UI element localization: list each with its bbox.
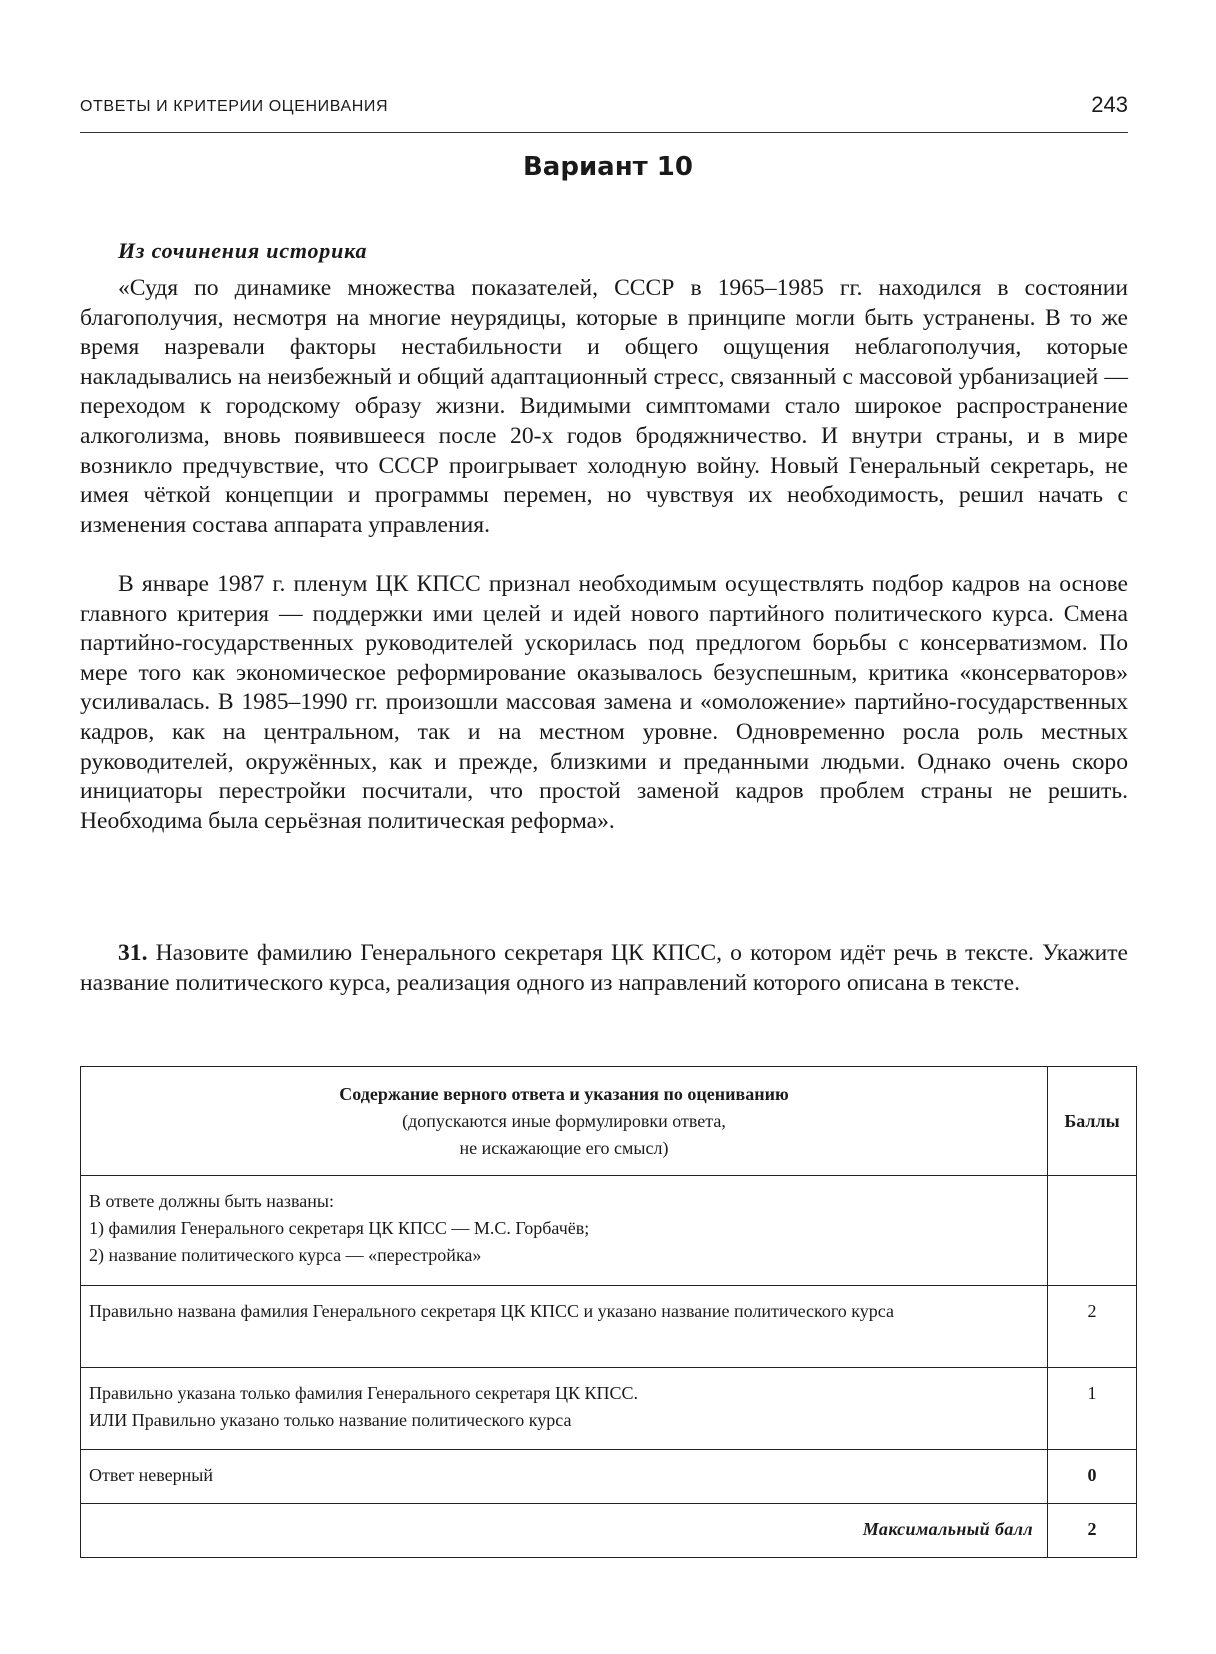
max-score-value: 2 <box>1048 1504 1137 1558</box>
table-row <box>81 1286 1137 1368</box>
criterion-text <box>81 1286 1048 1368</box>
header-sub-1: (допускаются иные формулировки ответа, <box>402 1111 726 1131</box>
table-row <box>81 1176 1137 1286</box>
criterion-text <box>81 1450 1048 1504</box>
criteria-table <box>80 1066 1137 1558</box>
question-number: 31. <box>118 940 148 966</box>
criterion-line: Ответ неверный <box>89 1465 213 1485</box>
criterion-line: Правильно названа фамилия Генерального секретаря ЦК КПСС и указано название политического курса <box>89 1301 894 1321</box>
answer-item-2: 2) название политического курса — «перестройка» <box>89 1245 482 1265</box>
excerpt-paragraph-1 <box>80 274 1128 540</box>
max-score-label: Максимальный балл <box>81 1504 1048 1558</box>
criterion-line: Правильно указана только фамилия Генерального секретаря ЦК КПСС. <box>89 1383 638 1403</box>
running-head-section: ОТВЕТЫ И КРИТЕРИИ ОЦЕНИВАНИЯ <box>80 98 389 115</box>
question-text: Назовите фамилию Генерального секретаря ЦК КПСС, о котором идёт речь в тексте. Укажите название политического курса, реализация одного из направлений которого описана в тексте. <box>80 940 1128 996</box>
table-row <box>81 1450 1137 1504</box>
paragraph-text: В январе 1987 г. пленум ЦК КПСС признал необходимым осуществлять подбор кадров на основе главного критерия — поддержки ими целей и идей нового партийного политического курса. Смена партийно-государственных руководителей ускорилась под предлогом борьбы с консерватизмом. По мере того как экономическое реформирование оказывалось безуспешным, критика «консерваторов» усиливалась. В 1985–1990 гг. произошли массовая замена и «омоложение» партийно-государственных кадров, как на центральном, так и на местном уровне. Одновременно росла роль местных руководителей, окружённых, как и прежде, близкими и преданными людьми. Однако очень скоро инициаторы перестройки посчитали, что простой заменой кадров проблем страны не решить. Необходима была серьёзная политическая реформа». <box>80 571 1128 834</box>
variant-title: Вариант 10 <box>522 152 693 182</box>
answer-content <box>81 1176 1048 1286</box>
answer-intro: В ответе должны быть названы: <box>89 1191 334 1211</box>
running-head <box>80 92 1128 133</box>
criterion-score: 0 <box>1048 1450 1137 1504</box>
page-number: 243 <box>1091 92 1128 117</box>
table-row <box>81 1368 1137 1450</box>
source-heading: Из сочинения историка <box>118 238 368 263</box>
criterion-line-alt: ИЛИ Правильно указано только название политического курса <box>89 1410 572 1430</box>
question-31 <box>80 939 1128 998</box>
criterion-score: 2 <box>1048 1286 1137 1368</box>
criterion-text <box>81 1368 1048 1450</box>
header-main: Содержание верного ответа и указания по оцениванию <box>339 1084 789 1104</box>
answer-score-empty <box>1048 1176 1137 1286</box>
excerpt-paragraph-2 <box>80 570 1128 836</box>
table-row-max <box>81 1504 1137 1558</box>
criterion-score: 1 <box>1048 1368 1137 1450</box>
answer-item-1: 1) фамилия Генерального секретаря ЦК КПСС — М.С. Горбачёв; <box>89 1218 590 1238</box>
table-header-content <box>81 1067 1048 1176</box>
table-header-row <box>81 1067 1137 1176</box>
table-header-score: Баллы <box>1048 1067 1137 1176</box>
header-sub-2: не искажающие его смысл) <box>459 1138 669 1158</box>
paragraph-text: «Судя по динамике множества показателей, СССР в 1965–1985 гг. находился в состоянии благополучия, несмотря на многие неурядицы, которые в принципе могли быть устранены. В то же время назревали факторы нестабильности и общего ощущения неблагополучия, которые накладывались на неизбежный и общий адаптационный стресс, связанный с массовой урбанизацией — переходом к городскому образу жизни. Видимыми симптомами стало широкое распространение алкоголизма, вновь появившееся после 20-х годов бродяжничество. И внутри страны, и в мире возникло предчувствие, что СССР проигрывает холодную войну. Новый Генеральный секретарь, не имея чёткой концепции и программы перемен, но чувствуя их необходимость, решил начать с изменения состава аппарата управления. <box>80 275 1128 538</box>
